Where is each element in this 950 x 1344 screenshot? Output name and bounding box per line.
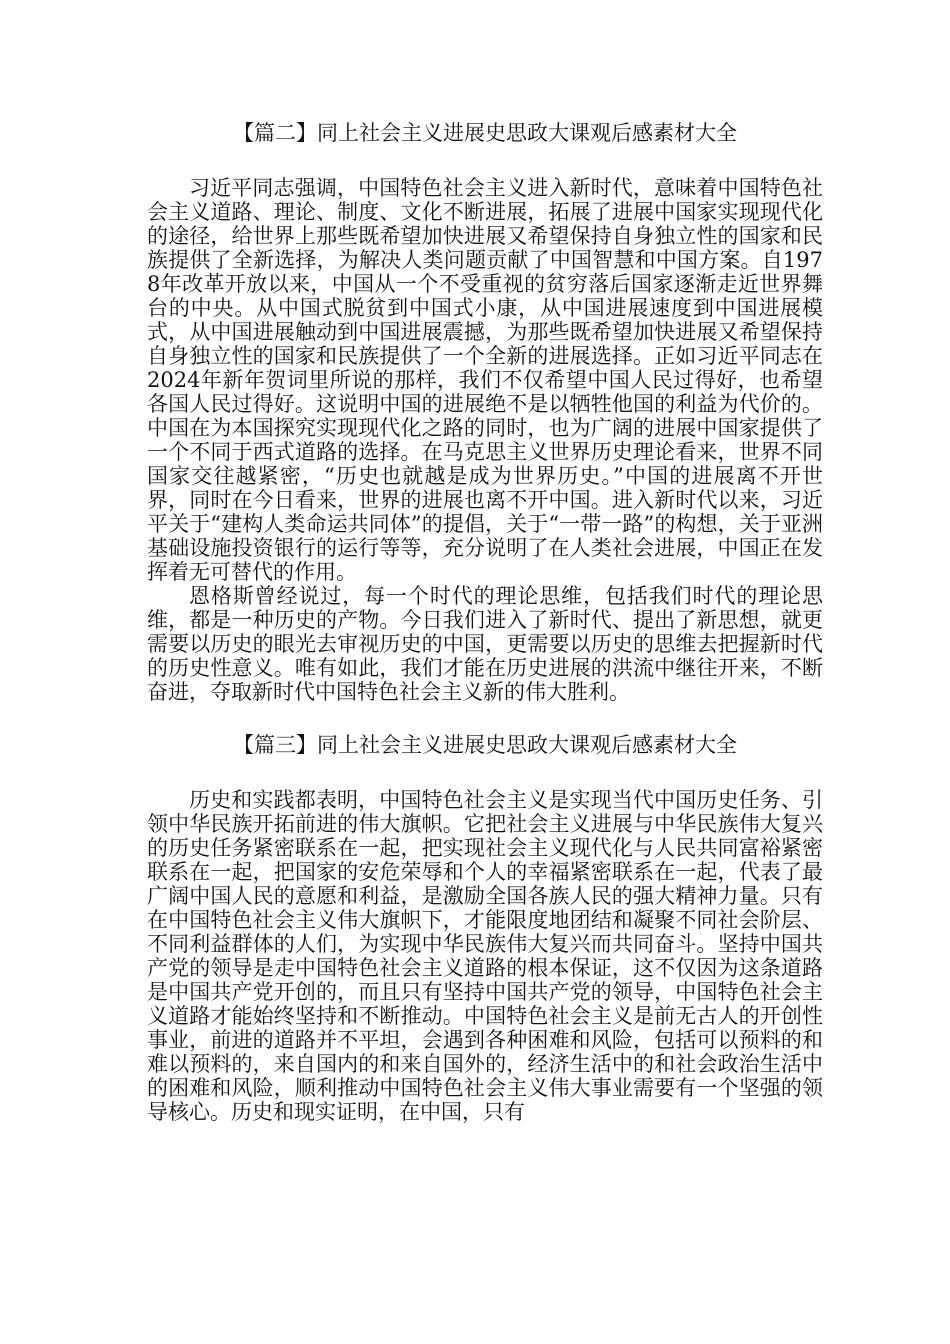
section-2-paragraph-1: 习近平同志强调，中国特色社会主义进入新时代，意味着中国特色社会主义道路、理论、制度、文化不断进展，拓展了进展中国家实现现代化的途径，给世界上那些既希望加快进展又希望保持自身独立性的国家和民族提供了全新选择，为解决人类问题贡献了中国智慧和中国方案。自1978年改革开放以来，中国从一个不受重视的贫穷落后国家逐渐走近世界舞台的中央。从中国式脱贫到中国式小康，从中国进展速度到中国进展模式，从中国进展触动到中国进展震撼，为那些既希望加快进展又希望保持自身独立性的国家和民族提供了一个全新的进展选择。正如习近平同志在2024年新年贺词里所说的那样，我们不仅希望中国人民过得好，也希望各国人民过得好。这说明中国的进展绝不是以牺牲他国的利益为代价的。中国在为本国探究实现现代化之路的同时，也为广阔的进展中国家提供了一个不同于西式道路的选择。在马克思主义世界历史理论看来，世界不同国家交往越紧密，“历史也就越是成为世界历史。”中国的进展离不开世界，同时在今日看来，世界的进展也离不开中国。进入新时代以来，习近平关于“建构人类命运共同体”的提倡，关于“一带一路”的构想，关于亚洲基础设施投资银行的运行等等，充分说明了在人类社会进展，中国正在发挥着无可替代的作用。 — [147, 176, 823, 584]
section-2-paragraph-2: 恩格斯曾经说过，每一个时代的理论思维，包括我们时代的理论思维，都是一种历史的产物。今日我们进入了新时代、提出了新思想，就更需要以历史的眼光去审视历史的中国，更需要以历史的思维去把握新时代的历史性意义。唯有如此，我们才能在历史进展的洪流中继往开来，不断奋进，夺取新时代中国特色社会主义新的伟大胜利。 — [147, 584, 823, 704]
document-page — [147, 118, 823, 1124]
section-2-title: 【篇二】同上社会主义进展史思政大课观后感素材大全 — [233, 121, 737, 145]
section-3-paragraph-1: 历史和实践都表明，中国特色社会主义是实现当代中国历史任务、引领中华民族开拓前进的伟大旗帜。它把社会主义进展与中华民族伟大复兴的历史任务紧密联系在一起，把实现社会主义现代化与人民共同富裕紧密联系在一起，把国家的安危荣辱和个人的幸福紧密联系在一起，代表了最广阔中国人民的意愿和利益，是激励全国各族人民的强大精神力量。只有在中国特色社会主义伟大旗帜下，才能限度地团结和凝聚不同社会阶层、不同利益群体的人们，为实现中华民族伟大复兴而共同奋斗。坚持中国共产党的领导是走中国特色社会主义道路的根本保证，这不仅因为这条道路是中国共产党开创的，而且只有坚持中国共产党的领导，中国特色社会主义道路才能始终坚持和不断推动。中国特色社会主义是前无古人的开创性事业，前进的道路并不平坦，会遇到各种困难和风险，包括可以预料的和难以预料的，来自国内的和来自国外的，经济生活中的和社会政治生活中的困难和风险，顺利推动中国特色社会主义伟大事业需要有一个坚强的领导核心。历史和现实证明，在中国，只有 — [147, 788, 823, 1124]
section-3-title: 【篇三】同上社会主义进展史思政大课观后感素材大全 — [233, 733, 737, 757]
